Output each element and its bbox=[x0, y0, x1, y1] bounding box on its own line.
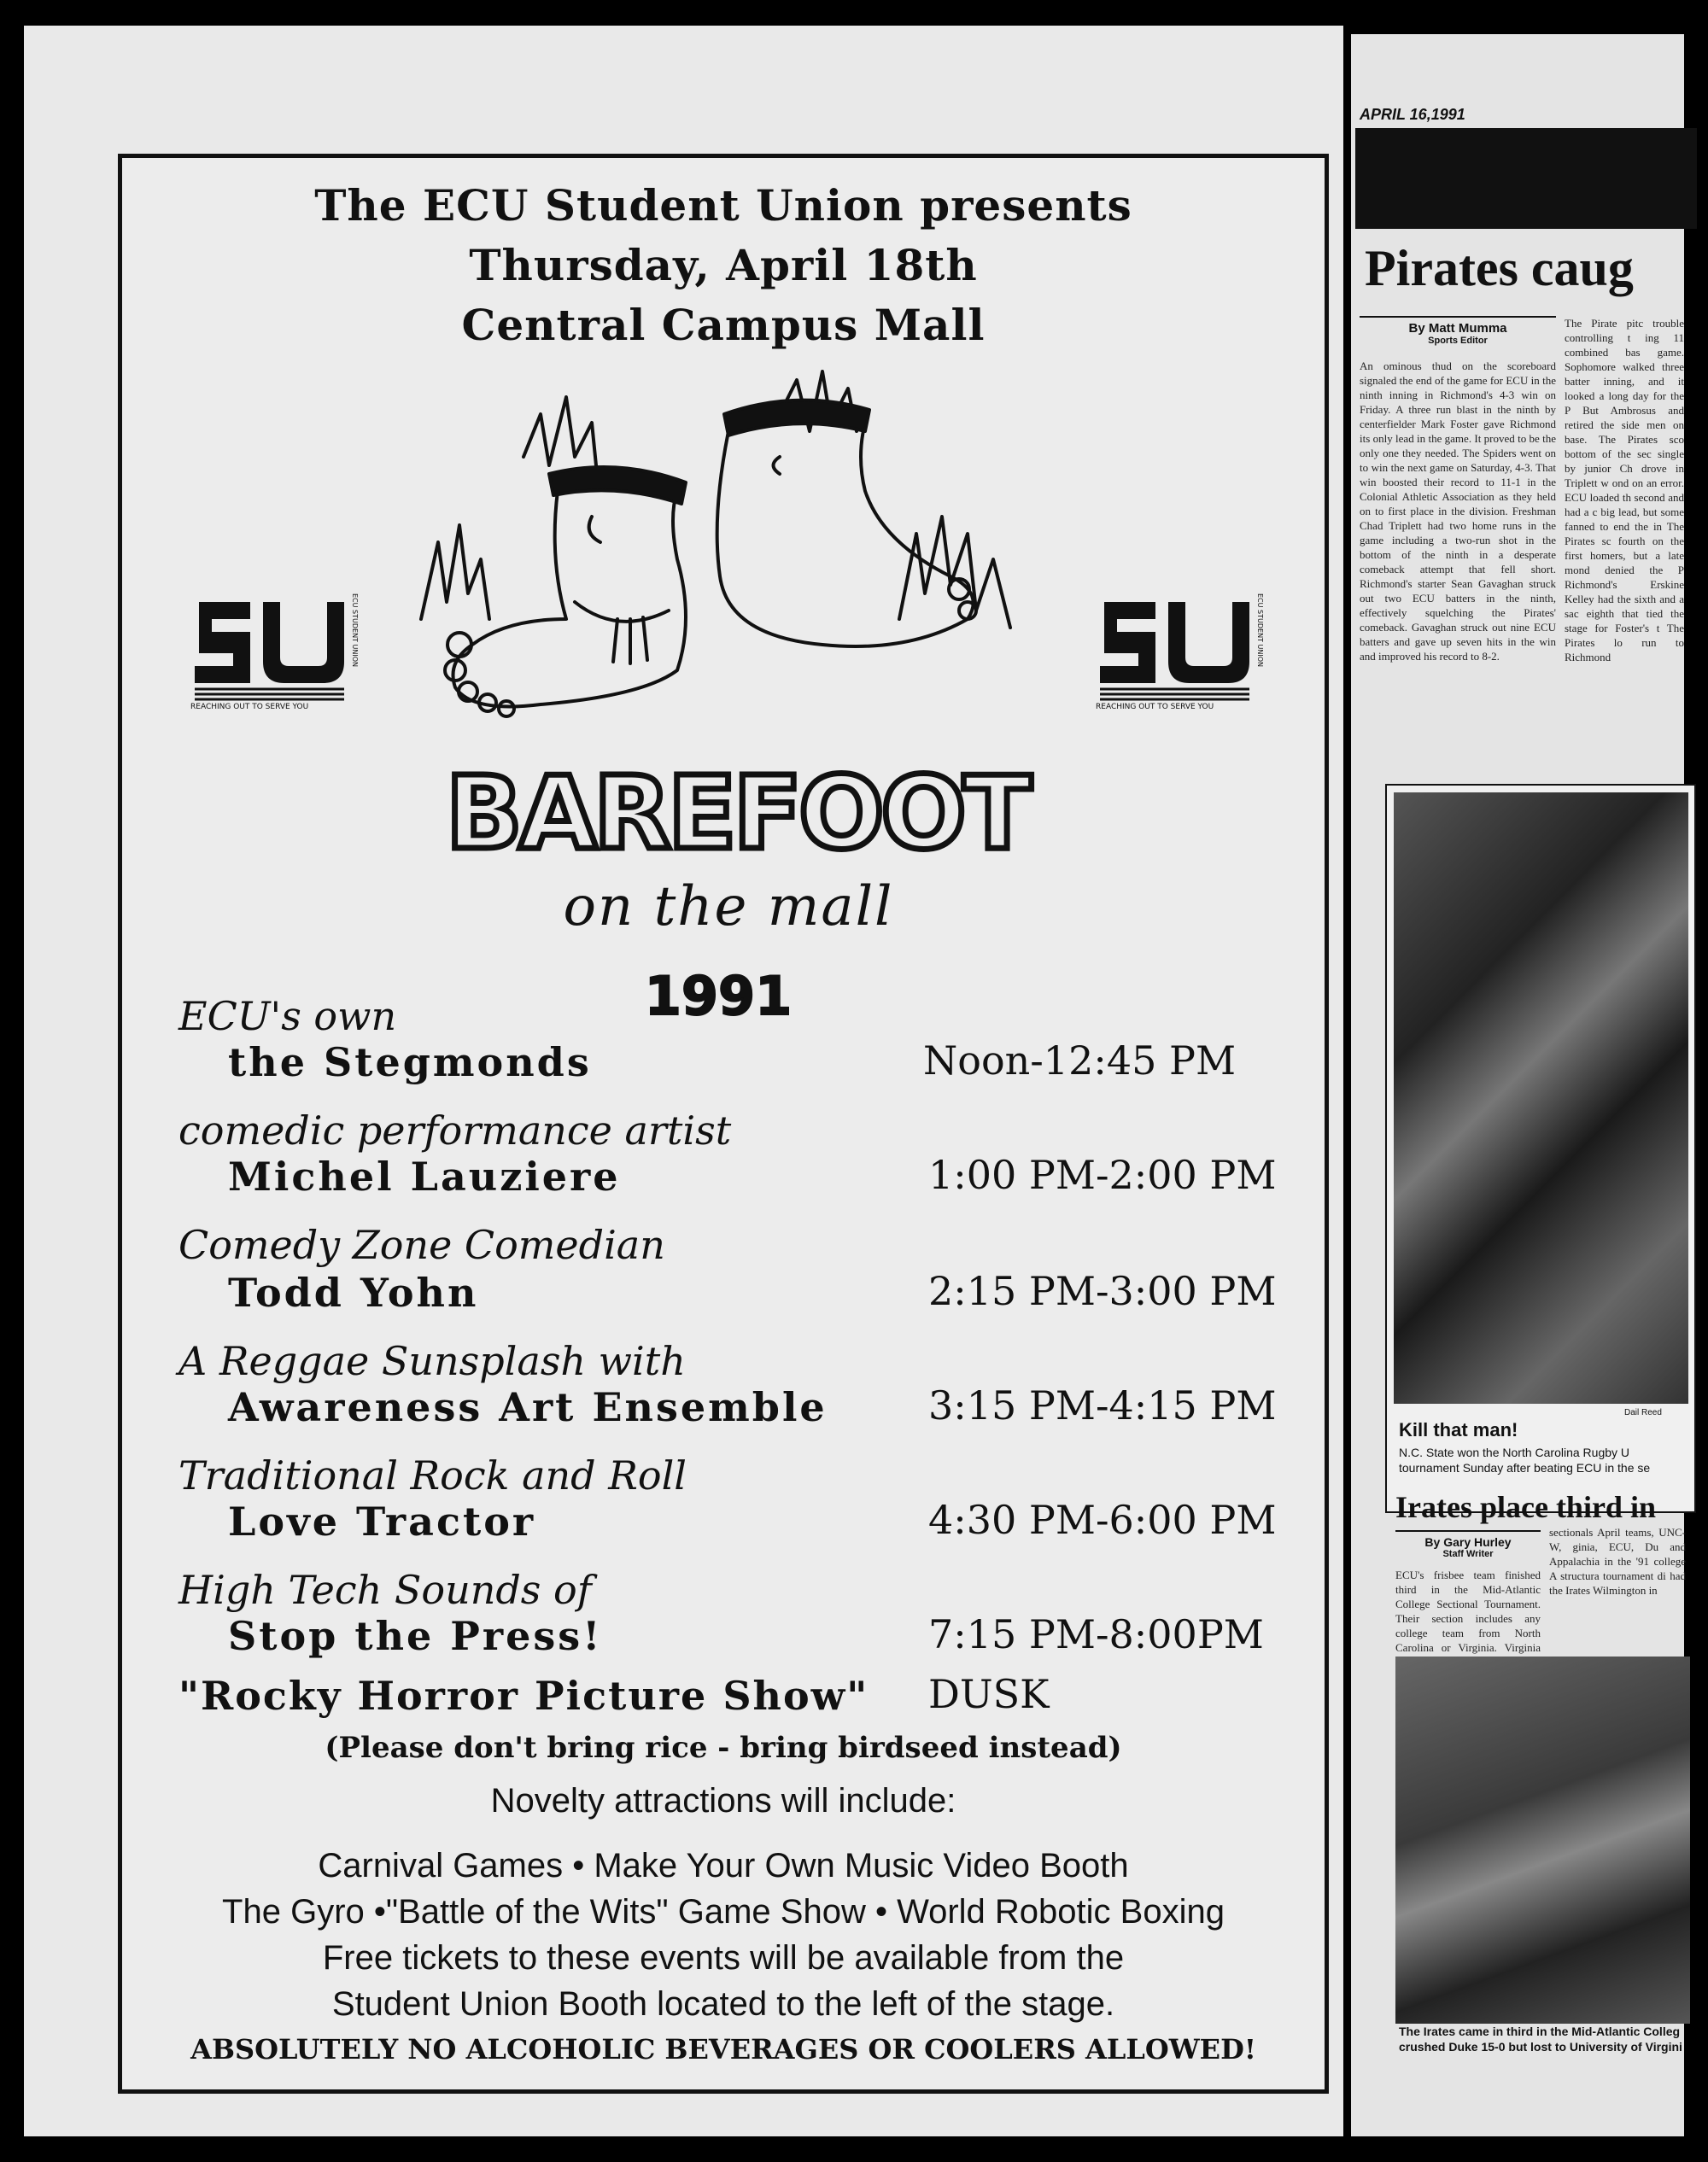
event-year-lettering bbox=[633, 965, 804, 1025]
student-union-logo-left bbox=[190, 593, 370, 722]
advertisement bbox=[118, 154, 1329, 2094]
byline-title: Sports Editor bbox=[1428, 336, 1488, 346]
byline bbox=[1360, 316, 1556, 346]
frisbee-headline: Irates place third in bbox=[1395, 1490, 1656, 1524]
article-column: An ominous thud on the scoreboard signaled the end of the game for ECU in the ninth inning in Richmond's 4-3 win on Friday. A three run blast in the ninth by centerfielder Mark Foster gave Richmond its only lead in the game. It proved to be the only one they needed. The Spiders went on to win the next game on Saturday, 4-3. That win boosted their record to 11-1 in the Colonial Athletic Association as they held on to first place in the division. Freshman Chad Triplett had two home runs in the game including a two-run shot in the bottom of the ninth in a desperate comeback attempt that fell short. Richmond's starter Sean Gavaghan struck out two ECU batters in the ninth, effectively squelching the Pirates' comeback. Gavaghan struck out nine ECU batters and gave up seven hits in the win and improved his record to 8-2. bbox=[1360, 359, 1556, 663]
novelty-line: The Gyro •"Battle of the Wits" Game Show • World Robotic Boxing bbox=[222, 1893, 1225, 1931]
event-year: 1991 bbox=[644, 965, 793, 1027]
novelty-intro: Novelty attractions will include: bbox=[490, 1782, 956, 1820]
lineup-category: ECU's own bbox=[178, 993, 397, 1039]
article-column: ECU's frisbee team finished third in the Mid-Atlantic College Sectional Tournament. Their section includes any college team from North Carolina or Virginia. Virginia bbox=[1395, 1569, 1541, 1654]
lineup-category: High Tech Sounds of bbox=[178, 1567, 592, 1613]
lineup-time: 7:15 PM-8:00PM bbox=[928, 1611, 1264, 1657]
lineup-act: Michel Lauziere bbox=[228, 1154, 621, 1200]
lineup-time: 1:00 PM-2:00 PM bbox=[928, 1152, 1277, 1198]
novelty-line: Student Union Booth located to the left of the stage. bbox=[331, 1985, 1115, 2023]
logo-caption: REACHING OUT TO SERVE YOU bbox=[1096, 703, 1214, 711]
barefoot-title-lettering bbox=[445, 747, 1029, 875]
lineup-act: Awareness Art Ensemble bbox=[228, 1384, 828, 1430]
event-subtitle: on the mall bbox=[563, 875, 894, 938]
lineup-category: A Reggae Sunsplash with bbox=[178, 1338, 686, 1384]
lineup-time: 4:30 PM-6:00 PM bbox=[928, 1497, 1277, 1543]
rugby-photo bbox=[1394, 792, 1688, 1404]
lineup-act: the Stegmonds bbox=[228, 1039, 592, 1085]
frisbee-photo-caption: The Irates came in third in the Mid-Atlantic Colleg crushed Duke 15-0 but lost to University of Virgini bbox=[1399, 2025, 1682, 2054]
event-title: BAREFOOT bbox=[445, 754, 1029, 872]
issue-date: APRIL 16,1991 bbox=[1360, 106, 1465, 123]
lineup-act: Todd Yohn bbox=[228, 1270, 479, 1316]
student-union-logo-right bbox=[1096, 593, 1275, 722]
lineup-category: Comedy Zone Comedian bbox=[178, 1222, 665, 1268]
ad-header-line: Central Campus Mall bbox=[461, 300, 986, 350]
novelty-line: Free tickets to these events will be available from the bbox=[322, 1939, 1125, 1977]
newspaper-page-right bbox=[1351, 34, 1684, 2136]
logo-side-text: ECU STUDENT UNION bbox=[1256, 593, 1264, 667]
section-banner bbox=[1355, 128, 1697, 229]
lineup-act: Love Tractor bbox=[228, 1499, 536, 1545]
byline-name: By Gary Hurley bbox=[1424, 1535, 1512, 1549]
newspaper-page-left bbox=[24, 26, 1343, 2136]
photo-caption: N.C. State won the North Carolina Rugby U tournament Sunday after beating ECU in the se bbox=[1399, 1446, 1651, 1475]
movie-title: "Rocky Horror Picture Show" bbox=[178, 1673, 869, 1719]
su-logo-icon bbox=[190, 593, 353, 700]
rice-note: (Please don't bring rice - bring birdseed instead) bbox=[325, 1731, 1122, 1765]
ad-header-line: The ECU Student Union presents bbox=[314, 180, 1132, 231]
ad-header-line: Thursday, April 18th bbox=[469, 240, 978, 290]
photo-credit: Dail Reed bbox=[1624, 1408, 1662, 1417]
article-column: sectionals April teams, UNC-W, ginia, ECU, Du and Appalachia in the '91 college A structura tournament di had the Irates Wilmington in bbox=[1549, 1526, 1686, 1597]
byline-name: By Matt Mumma bbox=[1408, 321, 1507, 336]
lineup-category: comedic performance artist bbox=[178, 1107, 732, 1154]
lineup-act: Stop the Press! bbox=[228, 1613, 603, 1659]
lineup-time: 2:15 PM-3:00 PM bbox=[928, 1268, 1277, 1314]
su-logo-icon bbox=[1096, 593, 1258, 700]
article-column: The Pirate pitc trouble controlling t ing 11 combined bas game. Sophomore walked three batter inning, and it looked a long day for the P But Ambrosus and retired the side men on base. The Pirates sco bottom of the sec single by junior Ch drove in Triplett w ond on an error. ECU loaded th second and had a c big lead, but some fanned to end the in The Pirates sc fourth on the first homers, but a late mond denied the P Richmond's Erskine Kelley had the sixth and a sac eighth that tied the stage for Foster's t The Pirates lo run to Richmond bbox=[1565, 317, 1684, 663]
barefoot-feet-illustration bbox=[421, 363, 1044, 730]
byline bbox=[1395, 1530, 1541, 1559]
photo-caption-title: Kill that man! bbox=[1399, 1419, 1518, 1440]
lineup-time: Noon-12:45 PM bbox=[923, 1037, 1237, 1084]
logo-side-text: ECU STUDENT UNION bbox=[351, 593, 359, 667]
frisbee-photo bbox=[1395, 1657, 1690, 2024]
lineup-category: Traditional Rock and Roll bbox=[178, 1452, 687, 1499]
byline-title: Staff Writer bbox=[1442, 1549, 1494, 1559]
movie-time: DUSK bbox=[928, 1671, 1050, 1717]
lineup-time: 3:15 PM-4:15 PM bbox=[928, 1382, 1277, 1429]
alcohol-warning: ABSOLUTELY NO ALCOHOLIC BEVERAGES OR COOLERS ALLOWED! bbox=[190, 2033, 1256, 2066]
sports-headline: Pirates caug bbox=[1365, 240, 1634, 296]
novelty-line: Carnival Games • Make Your Own Music Video Booth bbox=[318, 1847, 1129, 1884]
logo-caption: REACHING OUT TO SERVE YOU bbox=[190, 703, 309, 711]
